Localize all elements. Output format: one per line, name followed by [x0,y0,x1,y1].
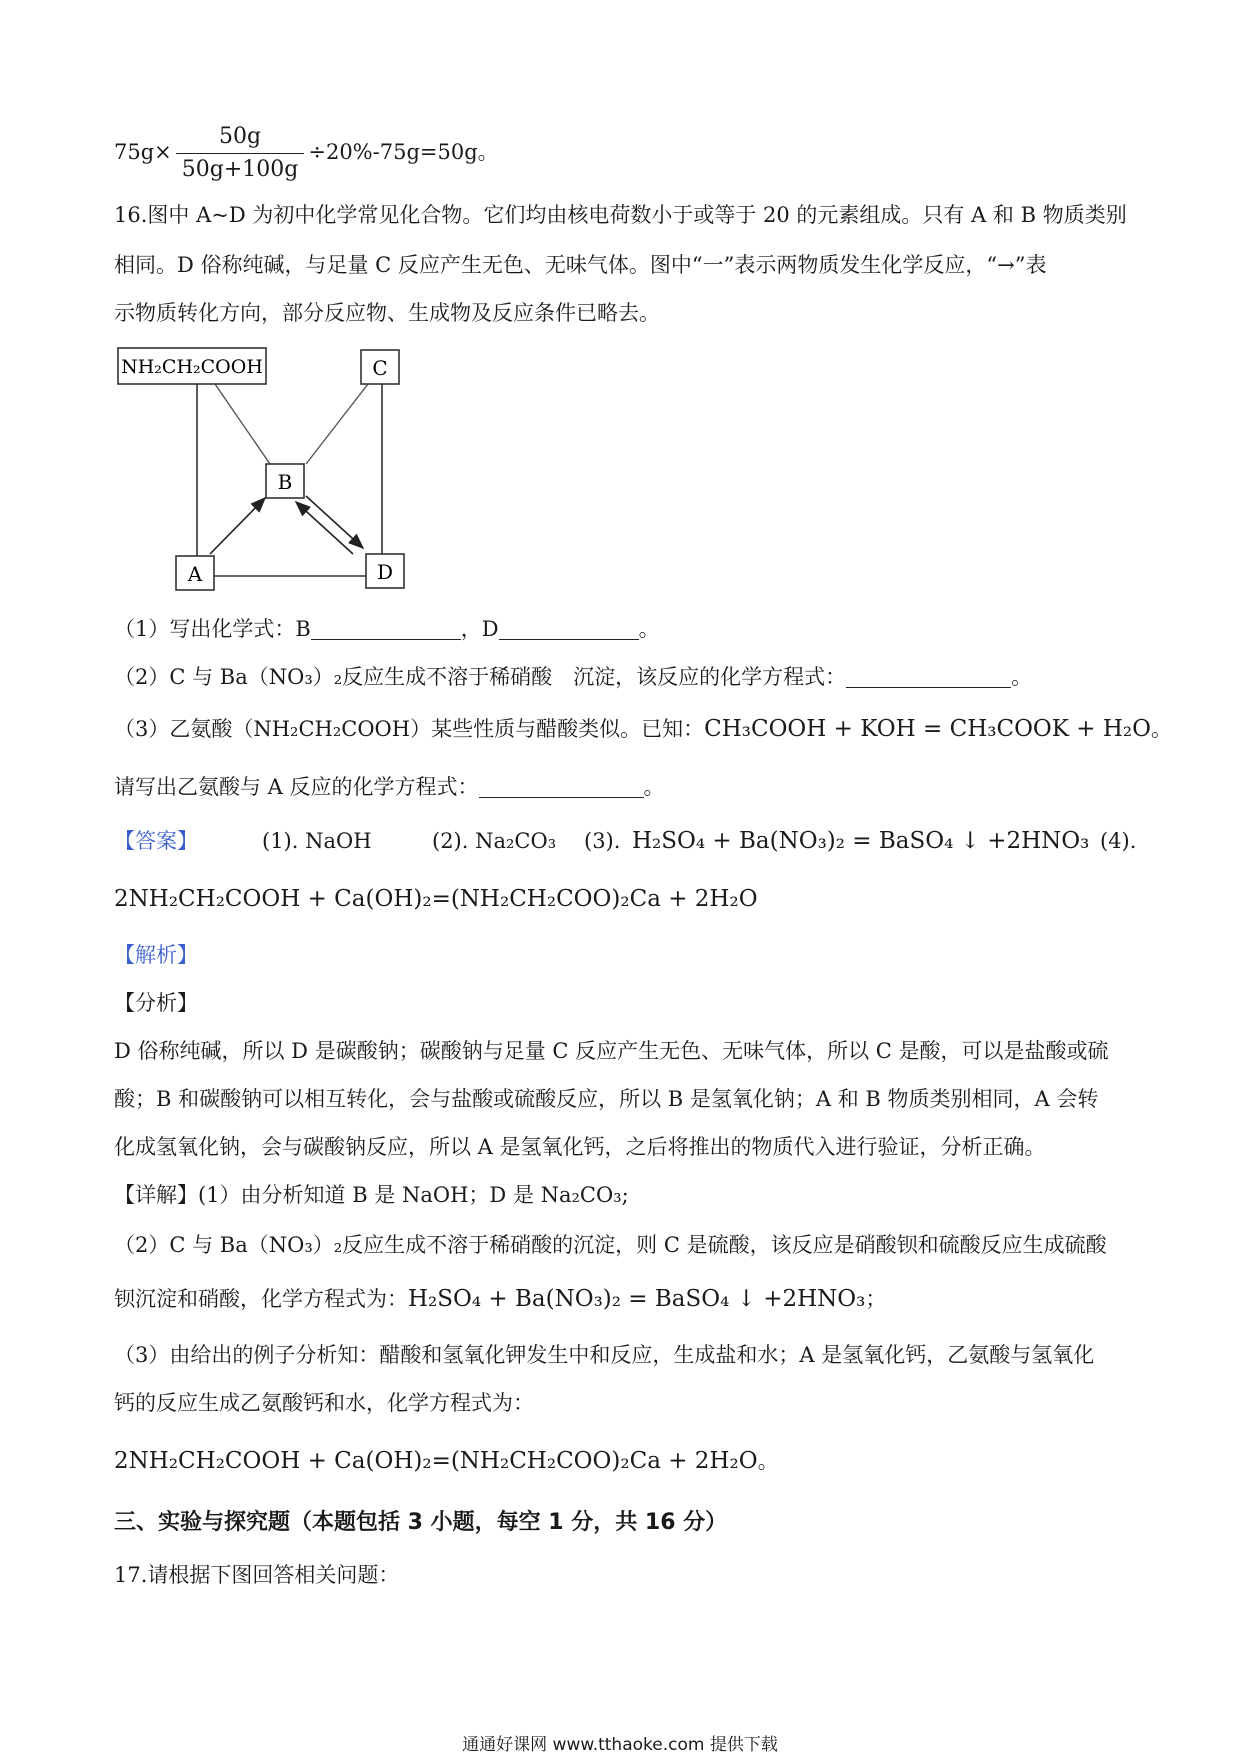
section-3-heading: 三、实验与探究题（本题包括 3 小题，每空 1 分，共 16 分） [114,1510,728,1535]
analysis-line-3: 化成氢氧化钠，会与碳酸钠反应，所以 A 是氢氧化钙，之后将推出的物质代入进行验证，分析正确。 [114,1135,1046,1159]
answer-blank-d [499,617,639,640]
calculation-line [114,122,1134,182]
analysis-line-1: D 俗称纯碱，所以 D 是碳酸钠；碳酸钠与足量 C 反应产生无色、无味气体，所以 C 是酸，可以是盐酸或硫 [114,1039,1109,1063]
question-16-line-3: 示物质转化方向，部分反应物、生成物及反应条件已略去。 [114,301,660,325]
reaction-diagram [110,344,420,604]
answer-2: (2). Na₂CO₃ [432,829,557,853]
detail-equation-2: 2NH₂CH₂COOH + Ca(OH)₂=(NH₂CH₂COO)₂Ca + 2H₂O [114,1448,758,1474]
answer-1: (1). NaOH [262,829,372,853]
fraction-denominator: 50g+100g [181,157,299,182]
label-a: A [187,562,203,586]
label-d: D [376,560,394,584]
detail-line-5: 钙的反应生成乙氨酸钙和水，化学方程式为： [114,1391,534,1415]
label-c: C [372,356,388,380]
given-equation: CH₃COOH + KOH = CH₃COOK + H₂O [704,716,1151,742]
answer-blank-equation [846,665,1011,688]
sub-question-3: （3）乙氨酸（NH₂CH₂COOH）某些性质与醋酸类似。已知：CH₃COOH + KOH = CH₃COOK + H₂O。 [114,716,1172,742]
detail-equation-1: H₂SO₄ + Ba(NO₃)₂ = BaSO₄ ↓ +2HNO₃ [408,1286,866,1312]
answer-3-label: (3). [584,829,621,853]
question-16-line-1: 16.图中 A~D 为初中化学常见化合物。它们均由核电荷数小于或等于 20 的元素组成。只有 A 和 B 物质类别 [114,203,1127,227]
fraction-numerator: 50g [176,123,305,154]
line-nh2-b [215,384,270,464]
sub-question-4: 请写出乙氨酸与 A 反应的化学方程式： 。 [114,775,665,799]
label-nh2ch2cooh: NH₂CH₂COOH [121,356,263,378]
arrow-d-to-b [296,502,353,554]
footer-text: 通通好课网 www.tthaoke.com 提供下载 [462,1735,778,1755]
fenxi-heading: 【分析】 [114,991,198,1015]
answer-4-label: (4). [1100,829,1137,853]
calc-prefix: 75g× [114,140,172,164]
answer-line [114,826,1137,856]
detail-line-3: 钡沉淀和硝酸，化学方程式为：H₂SO₄ + Ba(NO₃)₂ = BaSO₄ ↓ +2HNO₃； [114,1286,887,1312]
answer-blank-glycine [479,775,644,798]
answer-blank-b [311,617,461,640]
label-b: B [277,470,293,494]
analysis-line-2: 酸；B 和碳酸钠可以相互转化，会与盐酸或硫酸反应，所以 B 是氢氧化钠；A 和 B 物质类别相同，A 会转 [114,1087,1099,1111]
answer-tag: 【答案】 [114,829,198,853]
question-16-line-2: 相同。D 俗称纯碱，与足量 C 反应产生无色、无味气体。图中“一”表示两物质发生化学反应，“→”表 [114,253,1047,277]
fraction [176,123,305,184]
arrow-b-to-d [306,496,363,548]
detail-line-6: 2NH₂CH₂COOH + Ca(OH)₂=(NH₂CH₂COO)₂Ca + 2H₂O。 [114,1448,779,1474]
arrow-a-to-b [210,498,265,554]
detail-line-4: （3）由给出的例子分析知：醋酸和氢氧化钾发生中和反应，生成盐和水；A 是氢氧化钙，乙氨酸与氢氧化 [114,1343,1095,1367]
detail-line-1: 【详解】(1）由分析知道 B 是 NaOH；D 是 Na₂CO₃; [114,1183,629,1207]
sub-question-2: （2）C 与 Ba（NO₃）₂反应生成不溶于稀硝酸 沉淀，该反应的化学方程式： 。 [114,665,1033,689]
sub-question-1: （1）写出化学式：B ，D 。 [114,617,660,641]
answer-3-equation: H₂SO₄ + Ba(NO₃)₂ = BaSO₄ ↓ +2HNO₃ [632,828,1090,854]
detail-line-2: （2）C 与 Ba（NO₃）₂反应生成不溶于稀硝酸的沉淀，则 C 是硫酸，该反应是硝酸钡和硫酸反应生成硫酸 [114,1233,1107,1257]
answer-4-equation: 2NH₂CH₂COOH + Ca(OH)₂=(NH₂CH₂COO)₂Ca + 2H₂O [114,886,758,912]
analysis-tag: 【解析】 [114,943,198,967]
calc-suffix: ÷20%-75g=50g。 [308,140,499,164]
line-c-b [306,384,368,464]
question-17: 17.请根据下图回答相关问题： [114,1563,400,1587]
